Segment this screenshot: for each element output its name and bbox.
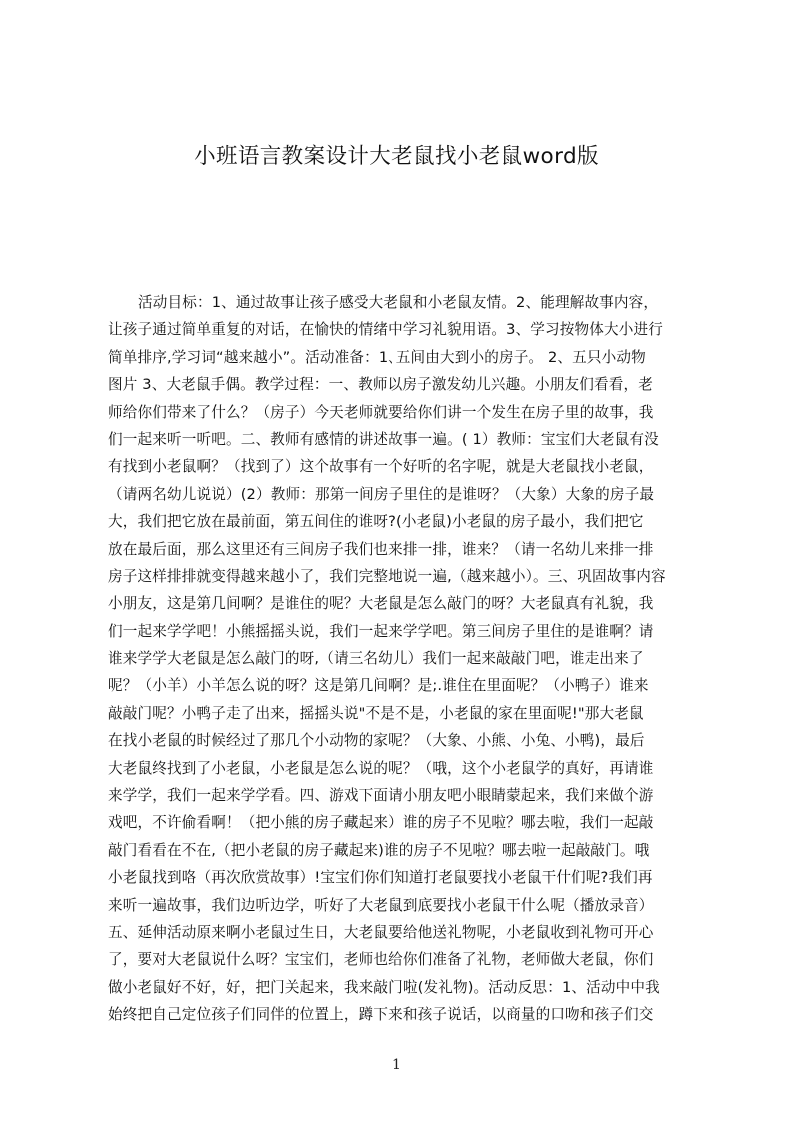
body-line: 来听一遍故事，我们边听边学，听好了大老鼠到底要找小老鼠干什么呢（播放录音） [108, 896, 654, 914]
body-line: 们一起来听一听吧。二、教师有感情的讲述故事一遍。( 1）教师：宝宝们大老鼠有没 [108, 430, 659, 448]
body-line: （请两名幼儿说说）(2）教师：那第一间房子里住的是谁呀？（大象）大象的房子最 [108, 485, 655, 503]
body-line: 始终把自己定位孩子们同伴的位置上，蹲下来和孩子说话，以商量的口吻和孩子们交 [108, 1006, 654, 1024]
body-line: 让孩子通过简单重复的对话，在愉快的情绪中学习礼貌用语。3、学习按物体大小进行 [108, 321, 663, 339]
document-body [108, 289, 698, 1029]
body-line: 活动目标：1、通过故事让孩子感受大老鼠和小老鼠友情。2、能理解故事内容， [138, 294, 659, 311]
body-line: 敲敲门呢？小鸭子走了出来，摇摇头说"不是不是，小老鼠的家在里面呢!"那大老鼠 [108, 704, 644, 722]
body-line: 呢？（小羊）小羊怎么说的呀？这是第几间啊？是;.谁住在里面呢？（小鸭子）谁来 [108, 677, 649, 695]
body-line: 敲门看看在不在,（把小老鼠的房子藏起来)谁的房子不见啦？哪去啦一起敲敲门。哦 [108, 841, 650, 859]
body-line: 大，我们把它放在最前面，第五间住的谁呀?(小老鼠)小老鼠的房子最小，我们把它 [108, 513, 644, 531]
body-line: 房子这样排排就变得越来越小了，我们完整地说一遍,（越来越小）。三、巩固故事内容 [108, 567, 666, 585]
body-line: 谁来学学大老鼠是怎么敲门的呀,（请三名幼儿）我们一起来敲敲门吧，谁走出来了 [108, 650, 644, 668]
body-line: 小老鼠找到咯（再次欣赏故事）!宝宝们你们知道打老鼠要找小老鼠干什们呢?我们再 [108, 869, 653, 887]
body-line: 简单排序,学习词“越来越小”。活动准备：1､五间由大到小的房子。 2、五只小动物 [108, 348, 646, 366]
body-line: 放在最后面，那么这里还有三间房子我们也来排一排，谁来？（请一名幼儿来排一排 [108, 540, 654, 558]
body-line: 了，要对大老鼠说什么呀？宝宝们，老师也给你们准备了礼物，老师做大老鼠，你们 [108, 951, 654, 969]
document-title: 小班语言教案设计大老鼠找小老鼠word版 [194, 144, 599, 169]
page-number: 1 [392, 1057, 401, 1073]
body-line: 小朋友，这是第几间啊？是谁住的呢？大老鼠是怎么敲门的呀？大老鼠真有礼貌，我 [108, 595, 654, 613]
body-line: 有找到小老鼠啊？（找到了）这个故事有一个好听的名字呢，就是大老鼠找小老鼠， [108, 458, 654, 476]
body-line: 戏吧，不许偷看啊！（把小熊的房子藏起来）谁的房子不见啦？哪去啦，我们一起敲 [108, 814, 654, 832]
body-line: 来学学，我们一起来学学看。四、游戏下面请小朋友吧小眼睛蒙起来，我们来做个游 [108, 787, 654, 805]
body-line: 们一起来学学吧！小熊摇摇头说，我们一起来学学吧。第三间房子里住的是谁啊？请 [108, 622, 654, 640]
body-line: 在找小老鼠的时候经过了那几个小动物的家呢？（大象、小熊、小兔、小鸭)，最后 [108, 732, 645, 750]
body-line: 师给你们带来了什么？（房子）今天老师就要给你们讲一个发生在房子里的故事，我 [108, 403, 654, 421]
body-line: 五、延伸活动原来啊小老鼠过生日，大老鼠要给他送礼物呢，小老鼠收到礼物可开心 [108, 923, 654, 941]
body-line: 做小老鼠好不好，好，把门关起来，我来敲门啦(发礼物)。活动反思：1、活动中中我 [108, 978, 660, 996]
body-line: 大老鼠终找到了小老鼠，小老鼠是怎么说的呢？（哦，这个小老鼠学的真好，再请谁 [108, 759, 654, 777]
body-line: 图片 3、大老鼠手偶。教学过程：一、教师以房子激发幼儿兴趣。小朋友们看看，老 [108, 376, 654, 394]
